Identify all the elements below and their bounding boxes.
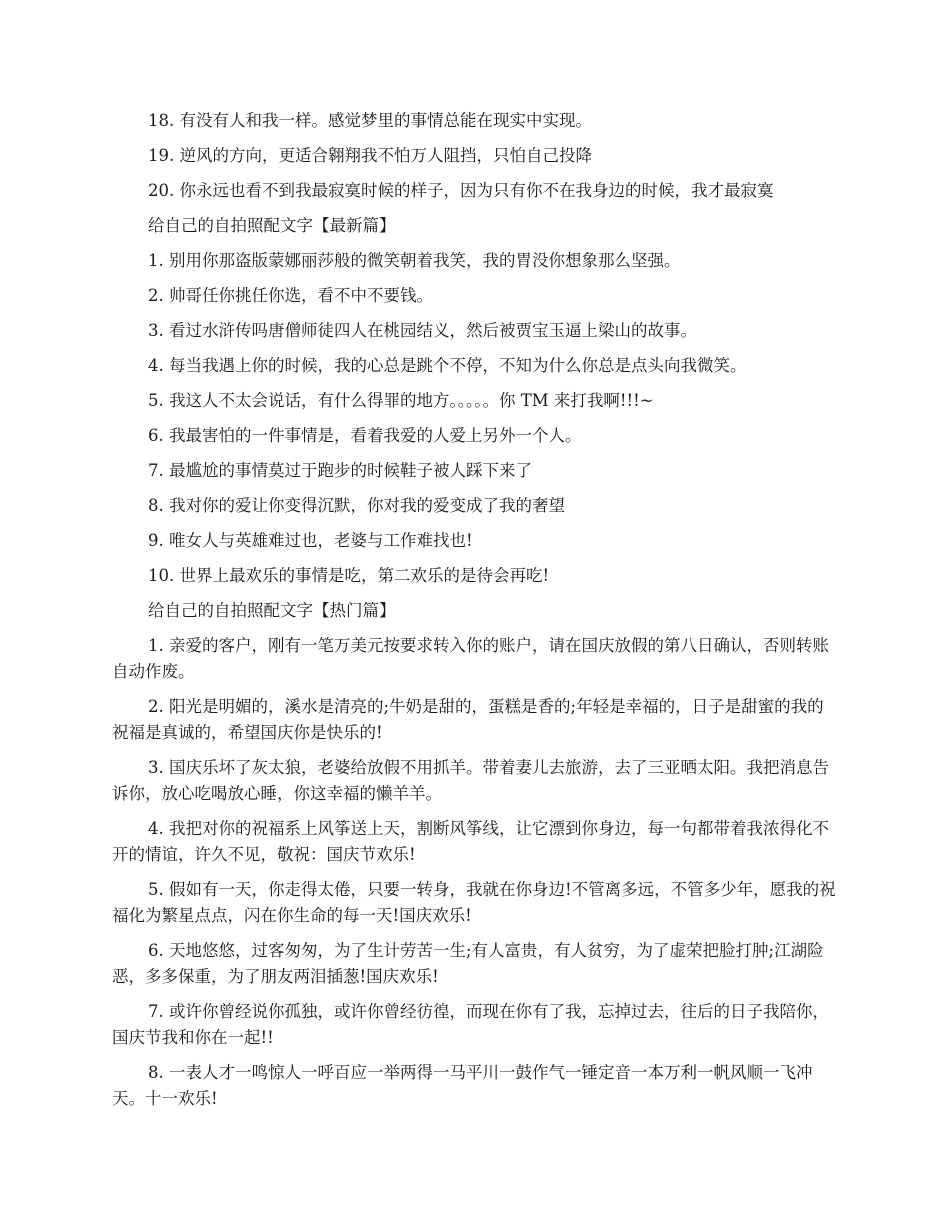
list-item: 2. 帅哥任你挑任你选，看不中不要钱。 xyxy=(148,286,433,305)
list-item: 10. 世界上最欢乐的事情是吃，第二欢乐的是待会再吃! xyxy=(148,566,550,585)
list-item: 1. 别用你那盗版蒙娜丽莎般的微笑朝着我笑，我的胃没你想象那么坚强。 xyxy=(148,251,681,270)
list-item: 5. 假如有一天，你走得太倦，只要一转身，我就在你身边!不管离多远，不管多少年，愿我的祝福化为繁星点点，闪在你生命的每一天!国庆欢乐! xyxy=(112,880,836,925)
list-item: 19. 逆风的方向，更适合翱翔我不怕万人阻挡，只怕自己投降 xyxy=(148,146,592,165)
list-item: 7. 最尴尬的事情莫过于跑步的时候鞋子被人踩下来了 xyxy=(148,461,532,480)
list-item: 3. 国庆乐坏了灰太狼，老婆给放假不用抓羊。带着妻儿去旅游，去了三亚晒太阳。我把消息告诉你，放心吃喝放心睡，你这幸福的懒羊羊。 xyxy=(112,758,829,803)
section-heading-latest: 给自己的自拍照配文字【最新篇】 xyxy=(148,216,396,235)
list-item: 8. 一表人才一鸣惊人一呼百应一举两得一马平川一鼓作气一锤定音一本万利一帆风顺一飞冲天。十一欢乐! xyxy=(112,1063,813,1108)
list-item: 20. 你永远也看不到我最寂寞时候的样子，因为只有你不在我身边的时候，我才最寂寞 xyxy=(148,181,774,200)
list-item: 2. 阳光是明媚的，溪水是清亮的;牛奶是甜的，蛋糕是香的;年轻是幸福的，日子是甜蜜的我的祝福是真诚的，希望国庆你是快乐的! xyxy=(112,697,824,742)
list-item: 6. 我最害怕的一件事情是，看着我爱的人爱上另外一个人。 xyxy=(148,426,582,445)
list-item: 5. 我这人不太会说话，有什么得罪的地方。。。。。你 TM 来打我啊!!!~ xyxy=(148,391,654,410)
section-heading-popular: 给自己的自拍照配文字【热门篇】 xyxy=(148,601,396,620)
list-item: 6. 天地悠悠，过客匆匆，为了生计劳苦一生;有人富贵，有人贫穷，为了虚荣把脸打肿;江湖险恶，多多保重，为了朋友两泪插葱!国庆欢乐! xyxy=(112,941,824,986)
list-item: 18. 有没有人和我一样。感觉梦里的事情总能在现实中实现。 xyxy=(148,111,592,130)
list-item: 4. 每当我遇上你的时候，我的心总是跳个不停，不知为什么你总是点头向我微笑。 xyxy=(148,356,747,375)
list-item: 7. 或许你曾经说你孤独，或许你曾经彷徨，而现在你有了我，忘掉过去，往后的日子我陪你，国庆节我和你在一起!! xyxy=(112,1002,829,1047)
document-page xyxy=(112,108,838,1121)
list-item: 8. 我对你的爱让你变得沉默，你对我的爱变成了我的奢望 xyxy=(148,496,565,515)
list-item: 4. 我把对你的祝福系上风筝送上天，割断风筝线，让它漂到你身边，每一句都带着我浓得化不开的情谊，许久不见，敬祝：国庆节欢乐! xyxy=(112,819,829,864)
list-item: 3. 看过水浒传吗唐僧师徒四人在桃园结义，然后被贾宝玉逼上梁山的故事。 xyxy=(148,321,697,340)
list-item: 9. 唯女人与英雄难过也，老婆与工作难找也! xyxy=(148,531,473,550)
list-item: 1. 亲爱的客户，刚有一笔万美元按要求转入你的账户，请在国庆放假的第八日确认，否则转账自动作废。 xyxy=(112,636,829,681)
